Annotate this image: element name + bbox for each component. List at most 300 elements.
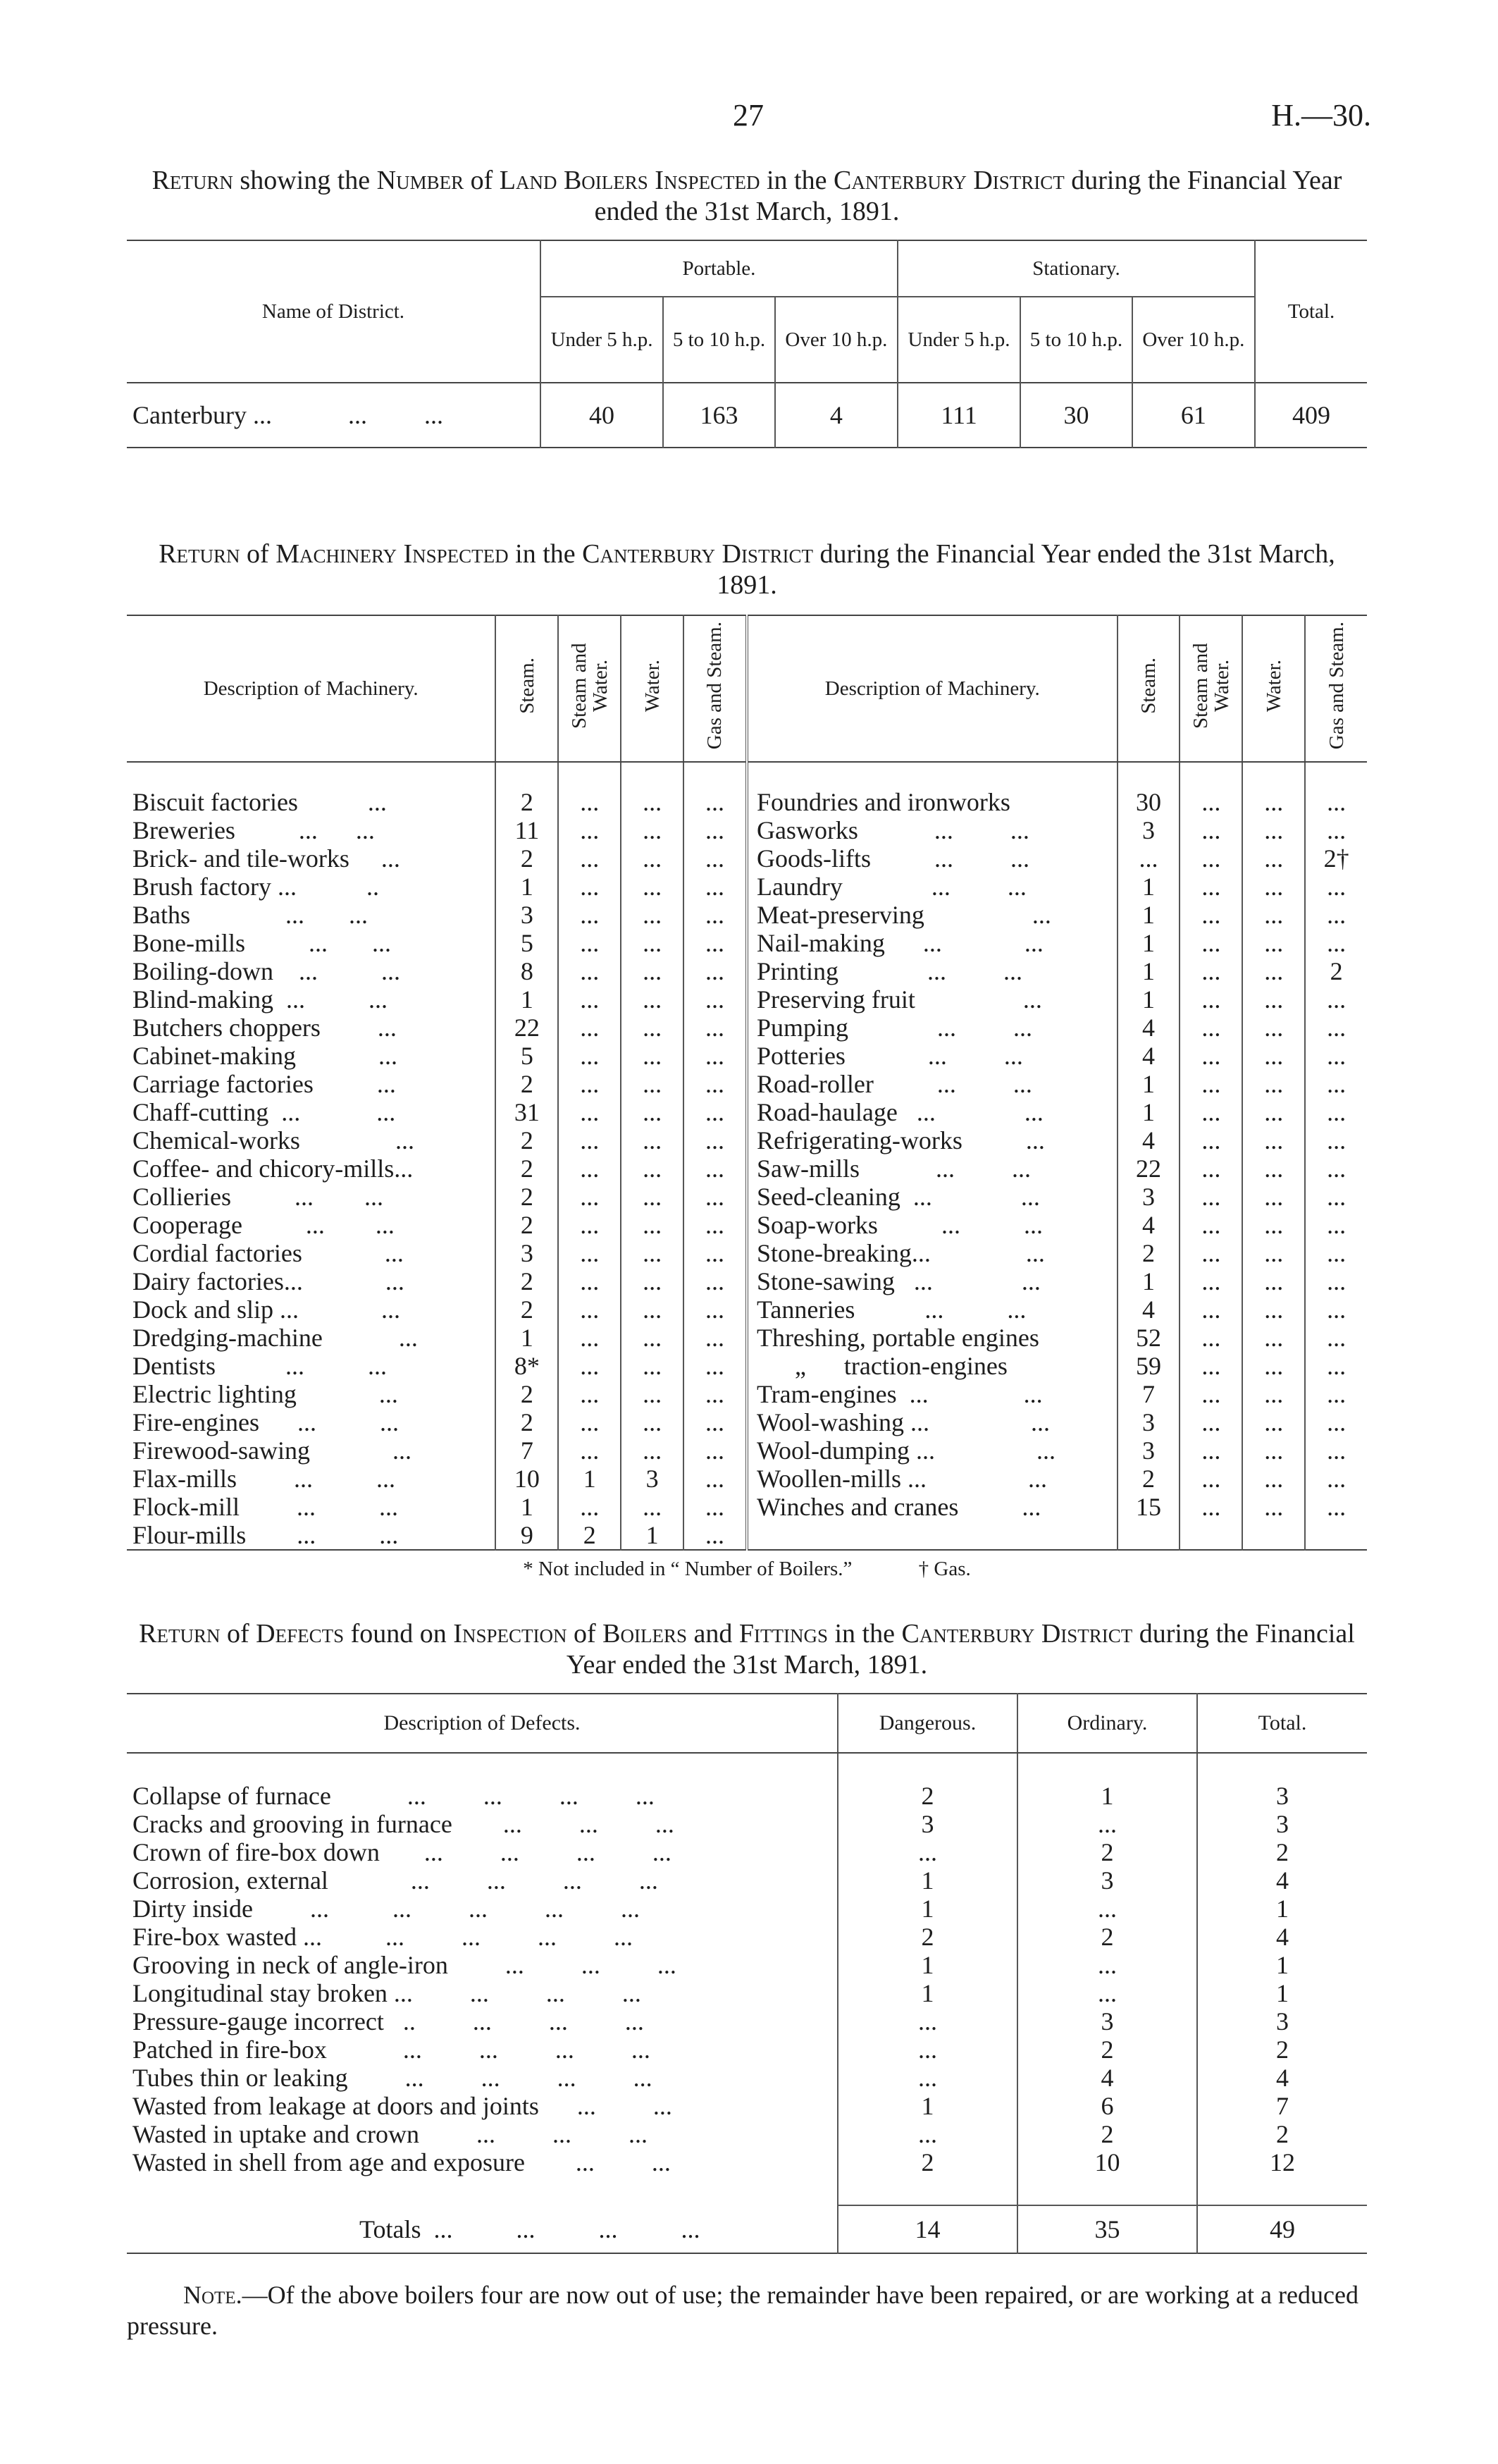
table-row	[127, 2007, 1367, 2035]
cell-value: ...	[1180, 1408, 1242, 1436]
totals-row	[127, 2205, 1367, 2253]
table-row	[127, 1408, 1367, 1436]
col-stationary-over-10: Over 10 h.p.	[1132, 297, 1255, 383]
cell-value: ...	[1242, 1324, 1305, 1352]
table-row	[127, 1951, 1367, 1979]
col-portable-under-5: Under 5 h.p.	[540, 297, 663, 383]
cell-value: 1	[495, 873, 558, 901]
machinery-name: Tram-engines ... ...	[747, 1380, 1118, 1408]
defect-name: Pressure-gauge incorrect .. ... ... ...	[132, 2007, 644, 2035]
cell-value: ...	[1305, 985, 1367, 1014]
cell-dangerous: 1	[838, 1979, 1017, 2007]
cell-value: 2	[1305, 957, 1367, 985]
table-row	[127, 1324, 1367, 1352]
cell-value: ...	[683, 1126, 747, 1154]
cell-ordinary: 1	[1017, 1782, 1197, 1810]
cell-value: ...	[1242, 788, 1305, 816]
machinery-name: Seed-cleaning ... ...	[747, 1183, 1118, 1211]
cell-value: ...	[683, 1014, 747, 1042]
cell-value: ...	[683, 1408, 747, 1436]
machinery-name: Fire-engines ... ...	[132, 1408, 399, 1436]
col-steam-water-right: Steam and Water.	[1180, 615, 1242, 762]
table-row	[127, 383, 1367, 448]
cell-value: ...	[1118, 844, 1180, 873]
cell-value: 1	[1118, 901, 1180, 929]
cell-value: ...	[558, 929, 621, 957]
cell-value: ...	[558, 1267, 621, 1295]
cell-value: ...	[1242, 901, 1305, 929]
machinery-name: Brick- and tile-works ...	[132, 844, 400, 873]
cell-value: 3	[1118, 1183, 1180, 1211]
cell-value: 8	[495, 957, 558, 985]
defect-name: Cracks and grooving in furnace ... ... ...	[132, 1810, 674, 1838]
cell-value: 2	[558, 1521, 621, 1550]
cell-value: ...	[683, 1070, 747, 1098]
table-row	[127, 1380, 1367, 1408]
total-dangerous: 14	[838, 2205, 1017, 2253]
cell-value: 2	[495, 1408, 558, 1436]
table-row	[127, 1866, 1367, 1895]
cell-value: ...	[1242, 985, 1305, 1014]
table-row	[127, 1493, 1367, 1521]
cell-value: ...	[1305, 929, 1367, 957]
cell-total: 3	[1197, 1782, 1367, 1810]
machinery-name: Flour-mills ... ...	[132, 1521, 399, 1549]
cell-value: 1	[1118, 1070, 1180, 1098]
table-row	[127, 1211, 1367, 1239]
cell-value: ...	[1242, 1154, 1305, 1183]
page-number: 27	[733, 98, 764, 133]
cell-value: ...	[1242, 1098, 1305, 1126]
cell-value: ...	[1242, 1267, 1305, 1295]
table-row	[127, 1183, 1367, 1211]
cell-ordinary: 2	[1017, 1923, 1197, 1951]
cell-value: ...	[621, 1098, 683, 1126]
table-row	[127, 1042, 1367, 1070]
col-gas-steam-right: Gas and Steam.	[1305, 615, 1367, 762]
col-gas-steam-left: Gas and Steam.	[683, 615, 747, 762]
note-paragraph	[127, 2279, 1367, 2341]
table-row	[127, 1098, 1367, 1126]
cell-value: ...	[683, 873, 747, 901]
machinery-name: Chaff-cutting ... ...	[132, 1098, 396, 1126]
cell-value: ...	[1180, 873, 1242, 901]
cell-value: ...	[1180, 929, 1242, 957]
cell-value: ...	[1180, 957, 1242, 985]
cell-total: 4	[1197, 2064, 1367, 2092]
cell-value: ...	[1180, 1042, 1242, 1070]
cell-value: ...	[1305, 1465, 1367, 1493]
cell-value: ...	[683, 929, 747, 957]
cell-value: ...	[621, 1380, 683, 1408]
totals-label: Totals ... ... ... ...	[359, 2214, 700, 2243]
cell-total: 2	[1197, 2035, 1367, 2064]
cell-value: 5	[495, 929, 558, 957]
cell-value: ...	[558, 1070, 621, 1098]
cell-value: ...	[1180, 1183, 1242, 1211]
cell-value: ...	[1305, 1098, 1367, 1126]
cell-value: ...	[1242, 1239, 1305, 1267]
machinery-name: Threshing, portable engines	[747, 1324, 1118, 1352]
cell-value: 2	[495, 788, 558, 816]
cell-value: ...	[1180, 1239, 1242, 1267]
defect-name: Collapse of furnace ... ... ... ...	[132, 1782, 655, 1810]
machinery-table	[127, 615, 1367, 1551]
table-row	[127, 788, 1367, 816]
machinery-name: Dentists ... ...	[132, 1352, 388, 1380]
defect-name: Fire-box wasted ... ... ... ... ...	[132, 1923, 633, 1951]
defects-table	[127, 1693, 1367, 2254]
col-portable-over-10: Over 10 h.p.	[775, 297, 898, 383]
table-row	[127, 1521, 1367, 1550]
cell-value: 1	[1118, 985, 1180, 1014]
cell-value: ...	[1180, 788, 1242, 816]
machinery-name: Gasworks ... ...	[747, 816, 1118, 844]
cell-value: 1	[495, 985, 558, 1014]
machinery-name: Butchers choppers ...	[132, 1014, 397, 1042]
defect-name: Patched in fire-box ... ... ... ...	[132, 2035, 650, 2064]
cell-value: ...	[1305, 1070, 1367, 1098]
cell-dangerous: 2	[838, 1923, 1017, 1951]
cell-dangerous: 1	[838, 1866, 1017, 1895]
cell-ordinary: 10	[1017, 2148, 1197, 2176]
machinery-name: Nail-making ... ...	[747, 929, 1118, 957]
cell-value: ...	[558, 1042, 621, 1070]
cell-value: 2	[495, 844, 558, 873]
machinery-name: Printing ... ...	[747, 957, 1118, 985]
spacer-row	[127, 2176, 1367, 2205]
cell-value: 7	[1118, 1380, 1180, 1408]
col-total: Total.	[1197, 1694, 1367, 1753]
machinery-name: Blind-making ... ...	[132, 985, 388, 1014]
cell-value: 31	[495, 1098, 558, 1126]
cell-value: 2	[495, 1154, 558, 1183]
return1-title: Return showing the Number of Land Boilers Inspected in the Canterbury District during the Financial Year ended the 31st March, 1891.	[151, 166, 1342, 226]
machinery-name: Cooperage ... ...	[132, 1211, 395, 1239]
cell-value: ...	[683, 1521, 747, 1550]
cell-value: ...	[621, 1042, 683, 1070]
machinery-name: Road-haulage ... ...	[747, 1098, 1118, 1126]
cell-value: 7	[495, 1436, 558, 1465]
cell-value: 30	[1020, 383, 1132, 448]
cell-value: ...	[1242, 929, 1305, 957]
machinery-name: Winches and cranes ...	[747, 1493, 1118, 1521]
machinery-name: Firewood-sawing ...	[132, 1436, 411, 1465]
machinery-name: Potteries ... ...	[747, 1042, 1118, 1070]
cell-ordinary: ...	[1017, 1951, 1197, 1979]
machinery-name: Dredging-machine ...	[132, 1324, 418, 1352]
machinery-name: Baths ... ...	[132, 901, 369, 929]
cell-value: ...	[1180, 1267, 1242, 1295]
cell-value: ...	[1305, 1042, 1367, 1070]
cell-value: ...	[621, 1126, 683, 1154]
cell-ordinary: 2	[1017, 2035, 1197, 2064]
machinery-name: Cabinet-making ...	[132, 1042, 397, 1070]
table-row	[127, 2148, 1367, 2176]
cell-value: ...	[683, 1295, 747, 1324]
cell-value: ...	[1242, 957, 1305, 985]
cell-value: 4	[775, 383, 898, 448]
cell-value: ...	[683, 1042, 747, 1070]
cell-ordinary: 3	[1017, 2007, 1197, 2035]
table-row	[127, 1838, 1367, 1866]
defect-name: Crown of fire-box down ... ... ... ...	[132, 1838, 671, 1866]
cell-value: 22	[1118, 1154, 1180, 1183]
cell-value: ...	[1180, 1070, 1242, 1098]
cell-value: ...	[683, 1493, 747, 1521]
cell-value: ...	[621, 1154, 683, 1183]
cell-value: 111	[898, 383, 1020, 448]
machinery-name: Road-roller ... ...	[747, 1070, 1118, 1098]
cell-value: ...	[558, 1493, 621, 1521]
cell-value: ...	[558, 957, 621, 985]
cell-value: ...	[1305, 1324, 1367, 1352]
cell-value: ...	[683, 1324, 747, 1352]
machinery-name: Wool-washing ... ...	[747, 1408, 1118, 1436]
cell-value: 163	[663, 383, 775, 448]
cell-value: ...	[621, 1211, 683, 1239]
cell-value: ...	[1180, 1324, 1242, 1352]
cell-ordinary: 4	[1017, 2064, 1197, 2092]
cell-value: ...	[683, 1154, 747, 1183]
cell-value: ...	[1305, 1211, 1367, 1239]
cell-value: ...	[1180, 1154, 1242, 1183]
cell-dangerous: 1	[838, 2092, 1017, 2120]
cell-value: 3	[1118, 816, 1180, 844]
cell-total: 3	[1197, 2007, 1367, 2035]
cell-value: ...	[621, 1183, 683, 1211]
machinery-name: Carriage factories ...	[132, 1070, 396, 1098]
table-row	[127, 1979, 1367, 2007]
cell-dangerous: ...	[838, 2064, 1017, 2092]
cell-value: 2	[495, 1126, 558, 1154]
cell-value: ...	[1305, 1380, 1367, 1408]
cell-value: ...	[1180, 1352, 1242, 1380]
machinery-name: Collieries ... ...	[132, 1183, 383, 1211]
machinery-name: Saw-mills ... ...	[747, 1154, 1118, 1183]
cell-value: ...	[558, 1380, 621, 1408]
cell-value: ...	[1180, 1380, 1242, 1408]
cell-value: ...	[558, 1126, 621, 1154]
table-row	[127, 2035, 1367, 2064]
defect-name: Wasted from leakage at doors and joints ... ...	[132, 2092, 672, 2120]
cell-value: ...	[621, 788, 683, 816]
defect-name: Dirty inside ... ... ... ... ...	[132, 1895, 640, 1923]
cell-dangerous: ...	[838, 2120, 1017, 2148]
cell-dangerous: 3	[838, 1810, 1017, 1838]
cell-value: ...	[1180, 1465, 1242, 1493]
note-prefix: Note.	[183, 2281, 242, 2309]
machinery-footnote: * Not included in “ Number of Boilers.” † Gas.	[523, 1558, 971, 1580]
cell-value: ...	[558, 901, 621, 929]
cell-value: ...	[683, 1352, 747, 1380]
cell-value: 11	[495, 816, 558, 844]
cell-total: 2	[1197, 1838, 1367, 1866]
cell-value: 2	[495, 1070, 558, 1098]
cell-value: ...	[683, 1211, 747, 1239]
cell-value: 8*	[495, 1352, 558, 1380]
cell-value: ...	[1180, 1493, 1242, 1521]
cell-value: 1	[1118, 957, 1180, 985]
machinery-name: Meat-preserving ...	[747, 901, 1118, 929]
cell-value: ...	[683, 901, 747, 929]
machinery-name: Dairy factories... ...	[132, 1267, 404, 1295]
machinery-name: Soap-works ... ...	[747, 1211, 1118, 1239]
cell-value: ...	[558, 1408, 621, 1436]
cell-value: ...	[1305, 816, 1367, 844]
cell-value: ...	[683, 788, 747, 816]
col-portable-5-to-10: 5 to 10 h.p.	[663, 297, 775, 383]
cell-value: ...	[1305, 1126, 1367, 1154]
cell-value	[1242, 1521, 1305, 1550]
cell-value: 15	[1118, 1493, 1180, 1521]
machinery-name: Boiling-down ... ...	[132, 957, 401, 985]
note-text: —Of the above boilers four are now out of use; the remainder have been repaired, or are working at a reduced pressure.	[127, 2281, 1358, 2340]
col-description-of-defects: Description of Defects.	[127, 1694, 838, 1753]
cell-value	[1118, 1521, 1180, 1550]
cell-total: 4	[1197, 1923, 1367, 1951]
machinery-name: Goods-lifts ... ...	[747, 844, 1118, 873]
defect-name: Wasted in uptake and crown ... ... ...	[132, 2120, 648, 2148]
cell-value: 1	[621, 1521, 683, 1550]
cell-value: ...	[621, 1295, 683, 1324]
cell-value: ...	[558, 1352, 621, 1380]
cell-value: ...	[558, 1324, 621, 1352]
spacer-row	[127, 1753, 1367, 1782]
cell-value: ...	[621, 957, 683, 985]
cell-value: ...	[1180, 1295, 1242, 1324]
cell-value: ...	[558, 1014, 621, 1042]
cell-value: ...	[1242, 1408, 1305, 1436]
spacer-row	[127, 762, 1367, 788]
col-stationary-5-to-10: 5 to 10 h.p.	[1020, 297, 1132, 383]
defect-name: Wasted in shell from age and exposure ... ...	[132, 2148, 671, 2176]
cell-value: ...	[1305, 1183, 1367, 1211]
total-total: 49	[1197, 2205, 1367, 2253]
table-row	[127, 873, 1367, 901]
cell-value: 3	[495, 1239, 558, 1267]
cell-value: 30	[1118, 788, 1180, 816]
cell-value: ...	[683, 985, 747, 1014]
machinery-name: Flax-mills ... ...	[132, 1465, 396, 1493]
machinery-name: Foundries and ironworks	[747, 788, 1118, 816]
cell-value: ...	[1242, 844, 1305, 873]
cell-value: ...	[558, 1211, 621, 1239]
table-row	[127, 1782, 1367, 1810]
cell-value: ...	[558, 844, 621, 873]
cell-value: ...	[683, 1183, 747, 1211]
cell-value: 10	[495, 1465, 558, 1493]
cell-value: ...	[1305, 1493, 1367, 1521]
cell-value: ...	[1305, 873, 1367, 901]
table-row	[127, 985, 1367, 1014]
col-water-right: Water.	[1242, 615, 1305, 762]
col-water-left: Water.	[621, 615, 683, 762]
cell-value: ...	[621, 929, 683, 957]
cell-value: ...	[1305, 1408, 1367, 1436]
cell-value: 4	[1118, 1014, 1180, 1042]
cell-value: ...	[1242, 1070, 1305, 1098]
machinery-name: Bone-mills ... ...	[132, 929, 391, 957]
cell-total: 12	[1197, 2148, 1367, 2176]
machinery-name: Stone-breaking... ...	[747, 1239, 1118, 1267]
cell-value: ...	[1242, 1352, 1305, 1380]
cell-value: ...	[621, 873, 683, 901]
land-boilers-table	[127, 240, 1367, 448]
table-row	[127, 1239, 1367, 1267]
cell-value: ...	[621, 1436, 683, 1465]
col-steam-water-left: Steam and Water.	[558, 615, 621, 762]
cell-value: 2	[495, 1183, 558, 1211]
cell-value: ...	[621, 1493, 683, 1521]
cell-value: ...	[621, 844, 683, 873]
cell-value: ...	[1180, 1014, 1242, 1042]
cell-dangerous: 2	[838, 2148, 1017, 2176]
col-total: Total.	[1255, 240, 1367, 383]
cell-total: 409	[1255, 383, 1367, 448]
return2-title: Return of Machinery Inspected in the Canterbury District during the Financial Year ended the 31st March, 1891.	[159, 539, 1335, 600]
machinery-name: Brush factory ... ..	[132, 873, 379, 901]
machinery-name: Preserving fruit ...	[747, 985, 1118, 1014]
district-name: Canterbury ... ... ...	[127, 383, 540, 448]
machinery-name: Wool-dumping ... ...	[747, 1436, 1118, 1465]
table-row	[127, 1810, 1367, 1838]
cell-value: ...	[621, 1352, 683, 1380]
table-row	[127, 1154, 1367, 1183]
cell-value: ...	[1180, 844, 1242, 873]
cell-value: 2	[495, 1267, 558, 1295]
cell-value: 5	[495, 1042, 558, 1070]
cell-ordinary: ...	[1017, 1810, 1197, 1838]
machinery-name: Cordial factories ...	[132, 1239, 404, 1267]
cell-value: ...	[558, 1436, 621, 1465]
cell-value: ...	[1242, 873, 1305, 901]
cell-value: ...	[558, 1183, 621, 1211]
machinery-name: Coffee- and chicory-mills...	[132, 1154, 414, 1183]
cell-value: ...	[1242, 1465, 1305, 1493]
table-row	[127, 1352, 1367, 1380]
cell-value: ...	[558, 985, 621, 1014]
cell-value: ...	[1305, 1239, 1367, 1267]
cell-value: ...	[1305, 1436, 1367, 1465]
document-code: H.—30.	[1271, 98, 1371, 133]
cell-value: ...	[558, 873, 621, 901]
cell-total: 4	[1197, 1866, 1367, 1895]
cell-value: ...	[1305, 1352, 1367, 1380]
cell-ordinary: ...	[1017, 1979, 1197, 2007]
col-description-right: Description of Machinery.	[747, 615, 1118, 762]
cell-value: 2	[495, 1295, 558, 1324]
col-steam-right: Steam.	[1118, 615, 1180, 762]
cell-value: ...	[558, 1098, 621, 1126]
cell-value: ...	[1242, 1183, 1305, 1211]
machinery-name: Woollen-mills ... ...	[747, 1465, 1118, 1493]
cell-value: 2	[1118, 1465, 1180, 1493]
cell-dangerous: 1	[838, 1895, 1017, 1923]
defect-name: Tubes thin or leaking ... ... ... ...	[132, 2064, 652, 2092]
cell-value: ...	[1305, 1295, 1367, 1324]
col-steam-left: Steam.	[495, 615, 558, 762]
table-row	[127, 2064, 1367, 2092]
cell-total: 7	[1197, 2092, 1367, 2120]
machinery-name: Tanneries ... ...	[747, 1295, 1118, 1324]
cell-value: ...	[1242, 1493, 1305, 1521]
table-row	[127, 1895, 1367, 1923]
machinery-name: Biscuit factories ...	[132, 788, 387, 816]
machinery-name: „ traction-engines	[747, 1352, 1118, 1380]
cell-total: 3	[1197, 1810, 1367, 1838]
return3-title: Return of Defects found on Inspection of Boilers and Fittings in the Canterbury District during the Financial Year ended the 31st March, 1891.	[139, 1619, 1355, 1680]
